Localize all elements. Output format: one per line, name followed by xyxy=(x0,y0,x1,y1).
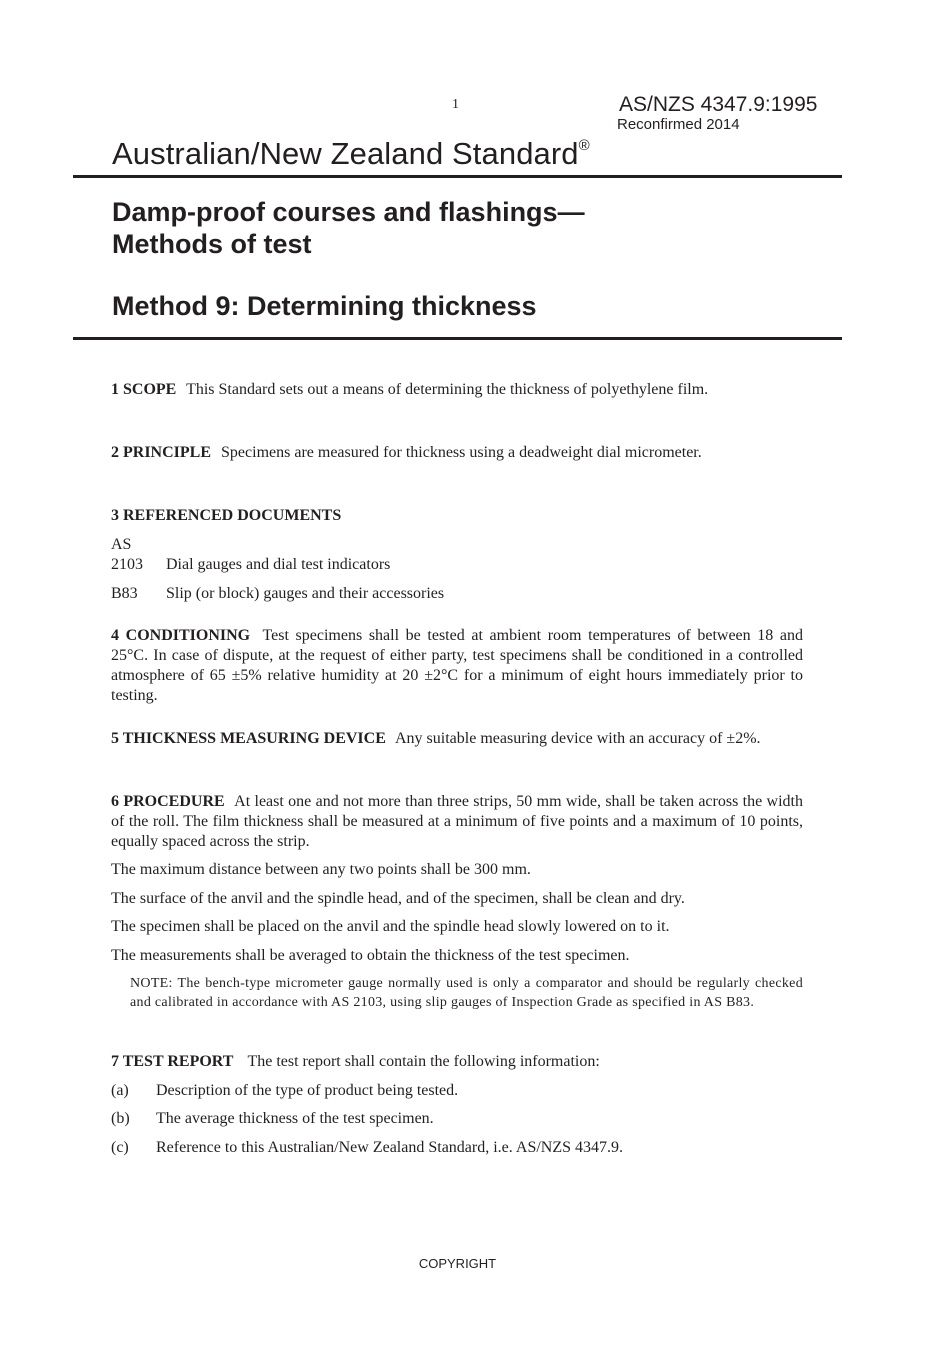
document-title-line2: Methods of test xyxy=(112,229,312,259)
device-heading: 5 THICKNESS MEASURING DEVICE xyxy=(111,730,386,747)
page-number: 1 xyxy=(452,97,459,112)
procedure-line: The specimen shall be placed on the anvil and the spindle head slowly lowered on to it. xyxy=(111,918,670,935)
scope-heading: 1 SCOPE xyxy=(111,381,177,398)
conditioning-text: Test specimens shall be tested at ambient room temperatures of between 18 and 25°C. In case of dispute, at the request of either party, test specimens shall be conditioned in a controlled atmosphere of 65 ±5% relative humidity at 20 ±2°C for a minimum of eight hours immediately prior to testing. xyxy=(111,627,804,704)
conditioning-heading: 4 CONDITIONING xyxy=(111,627,251,644)
reference-title: Dial gauges and dial test indicators xyxy=(166,556,391,573)
device-text: Any suitable measuring device with an accuracy of ±2%. xyxy=(395,730,761,747)
list-item xyxy=(111,1138,761,1158)
referenced-heading: 3 REFERENCED DOCUMENTS xyxy=(111,507,342,524)
procedure-line: The maximum distance between any two points shall be 300 mm. xyxy=(111,861,531,878)
report-item-label: (a) xyxy=(111,1082,129,1099)
standard-number: AS/NZS 4347.9:1995 xyxy=(619,93,818,116)
title-rule xyxy=(73,337,842,340)
referenced-prefix: AS xyxy=(111,536,132,553)
procedure-heading: 6 PROCEDURE xyxy=(111,793,225,810)
report-item-text: Description of the type of product being tested. xyxy=(156,1082,459,1099)
method-title: Method 9: Determining thickness xyxy=(112,291,537,321)
principle-heading: 2 PRINCIPLE xyxy=(111,444,212,461)
top-rule xyxy=(73,175,842,178)
procedure-line: The surface of the anvil and the spindle head, and of the specimen, shall be clean and dry. xyxy=(111,890,685,907)
procedure-line: The measurements shall be averaged to obtain the thickness of the test specimen. xyxy=(111,947,630,964)
report-item-label: (b) xyxy=(111,1110,130,1127)
report-heading: 7 TEST REPORT xyxy=(111,1053,234,1070)
report-item-text: The average thickness of the test specimen. xyxy=(156,1110,434,1127)
report-text: The test report shall contain the following information: xyxy=(247,1053,600,1070)
list-item xyxy=(111,1081,761,1101)
list-item xyxy=(111,1109,761,1129)
reconfirmed-date: Reconfirmed 2014 xyxy=(617,116,740,133)
reference-code: B83 xyxy=(111,585,138,602)
report-section xyxy=(111,1052,600,1072)
registered-mark: ® xyxy=(578,136,590,154)
list-item xyxy=(111,584,711,604)
copyright-footer: COPYRIGHT xyxy=(418,1256,497,1271)
reference-title: Slip (or block) gauges and their accessories xyxy=(166,585,445,602)
series-title xyxy=(112,136,590,172)
document-title-line1: Damp-proof courses and flashings— xyxy=(112,197,585,227)
series-title-text: Australian/New Zealand Standard xyxy=(112,136,579,171)
report-item-text: Reference to this Australian/New Zealand Standard, i.e. AS/NZS 4347.9. xyxy=(156,1139,624,1156)
procedure-section xyxy=(111,792,803,852)
reference-code: 2103 xyxy=(111,556,143,573)
device-section xyxy=(111,729,803,749)
scope-text: This Standard sets out a means of determining the thickness of polyethylene film. xyxy=(186,381,709,398)
principle-text: Specimens are measured for thickness using a deadweight dial micrometer. xyxy=(221,444,702,461)
list-item xyxy=(111,555,711,575)
principle-section xyxy=(111,443,803,463)
procedure-note: NOTE: The bench-type micrometer gauge normally used is only a comparator and should be regularly checked and calibrated in accordance with AS 2103, using slip gauges of Inspection Grade as specified in AS B83. xyxy=(130,976,803,1010)
scope-section xyxy=(111,380,803,400)
conditioning-section xyxy=(111,626,803,706)
referenced-section xyxy=(111,506,341,526)
report-item-label: (c) xyxy=(111,1139,129,1156)
procedure-text: At least one and not more than three strips, 50 mm wide, shall be taken across the width of the roll. The film thickness shall be measured at a minimum of five points and a maximum of 10 points, equally spaced across the strip. xyxy=(111,793,803,850)
